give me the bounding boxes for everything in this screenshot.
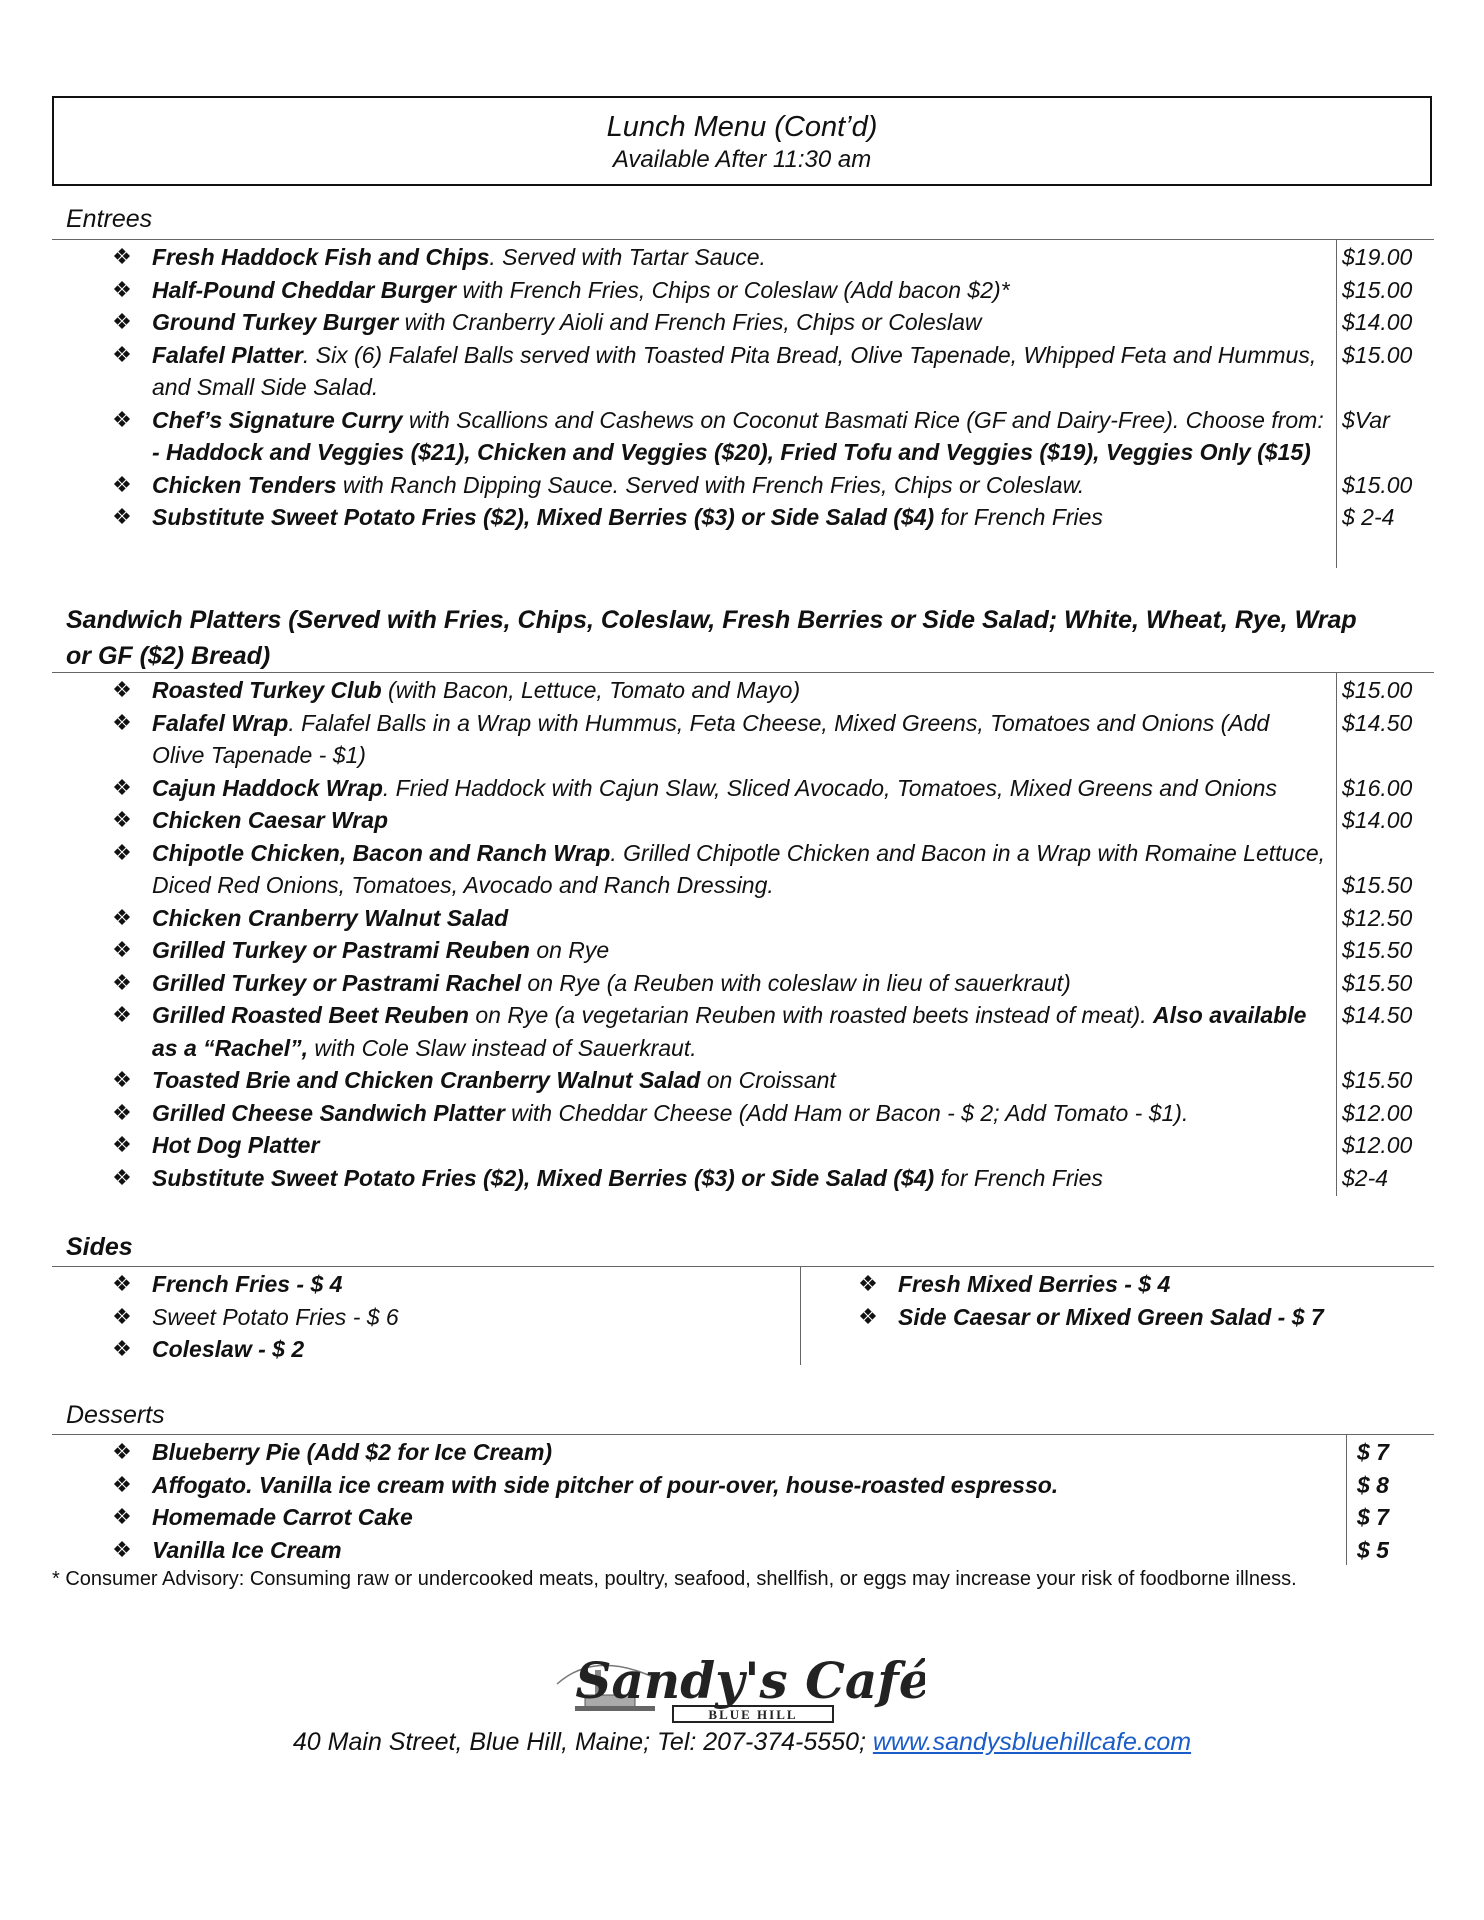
bullet-icon: ❖	[112, 1067, 132, 1092]
item-name: Substitute Sweet Potato Fries ($2), Mixed Berries ($3) or Side Salad ($4)	[152, 1164, 935, 1191]
bullet-icon: ❖	[112, 244, 132, 269]
address-text: 40 Main Street, Blue Hill, Maine; Tel: 207-374-5550;	[292, 1728, 873, 1756]
lighthouse-icon	[555, 1640, 925, 1730]
item-price: $15.50	[1342, 937, 1413, 963]
item-price: $14.00	[1342, 309, 1413, 335]
item-name: Fresh Haddock Fish and Chips	[152, 244, 490, 270]
page-subtitle: Available After 11:30 am	[612, 146, 872, 173]
page-title: Lunch Menu (Cont’d)	[606, 111, 878, 143]
bullet-icon: ❖	[112, 937, 132, 962]
item-name: Hot Dog Platter	[152, 1132, 320, 1158]
bullet-icon: ❖	[112, 1439, 132, 1464]
entrees-list	[52, 241, 1432, 534]
item-name: Chef’s Signature Curry	[152, 406, 403, 433]
item-desc: (with Bacon, Lettuce, Tomato and Mayo)	[381, 677, 801, 703]
sandwich-heading: Sandwich Platters (Served with Fries, Chips, Coleslaw, Fresh Berries or Side Salad; White, Wheat, Rye, Wrap or GF ($2) Bread)	[66, 606, 1357, 670]
bullet-icon: ❖	[112, 904, 132, 930]
list-item	[52, 1301, 792, 1334]
bullet-icon: ❖	[112, 276, 132, 302]
item-name: Roasted Turkey Club	[152, 677, 382, 703]
side-item: French Fries - $ 4	[152, 1271, 343, 1297]
item-price: $19.00	[1342, 244, 1413, 270]
list-item	[52, 902, 1432, 935]
item-price: $12.50	[1342, 904, 1413, 931]
website-link[interactable]: www.sandysbluehillcafe.com	[872, 1728, 1192, 1756]
consumer-advisory: * Consumer Advisory: Consuming raw or undercooked meats, poultry, seafood, shellfish, or eggs may increase your risk of foodborne illness.	[52, 1568, 1297, 1590]
item-price: $16.00	[1342, 774, 1413, 801]
item-name: Substitute Sweet Potato Fries ($2), Mixed Berries ($3) or Side Salad ($4)	[152, 504, 935, 530]
item-price: $15.50	[1342, 969, 1413, 996]
item-desc-2: with Cole Slaw instead of Sauerkraut.	[307, 1034, 697, 1061]
sides-right-column	[798, 1268, 1418, 1333]
desserts-list	[52, 1436, 1432, 1566]
item-price: $14.50	[1342, 709, 1413, 736]
item-desc: with Cranberry Aioli and French Fries, Chips or Coleslaw	[398, 309, 982, 335]
bullet-icon: ❖	[112, 677, 132, 702]
item-price: $15.50	[1342, 872, 1413, 898]
entrees-rule	[52, 239, 1434, 240]
item-name: Vanilla Ice Cream	[152, 1536, 342, 1563]
item-name: Chicken Tenders	[152, 471, 337, 498]
logo-script: Sandy's Café	[575, 1651, 925, 1710]
item-desc: . Six (6) Falafel Balls served with Toasted Pita Bread, Olive Tapenade, Whipped Feta and Hummus, and Small Side Salad.	[152, 341, 1317, 400]
item-desc: for French Fries	[934, 1164, 1103, 1191]
item-name: Chipotle Chicken, Bacon and Ranch Wrap	[152, 839, 611, 866]
item-name: Grilled Roasted Beet Reuben	[152, 1002, 469, 1028]
bullet-icon: ❖	[112, 1099, 132, 1125]
item-name: Homemade Carrot Cake	[152, 1504, 413, 1530]
item-desc: with Scallions and Cashews on Coconut Basmati Rice (GF and Dairy-Free). Choose from:	[402, 406, 1324, 433]
item-price: $2-4	[1342, 1164, 1389, 1191]
item-price: $14.00	[1342, 807, 1413, 833]
item-price: $ 2-4	[1342, 504, 1395, 530]
side-item: Fresh Mixed Berries - $ 4	[898, 1271, 1171, 1297]
list-item	[52, 1064, 1432, 1097]
list-item	[52, 469, 1432, 502]
item-price: $ 8	[1357, 1471, 1389, 1498]
item-desc: . Grilled Chipotle Chicken and Bacon in a Wrap with Romaine Lettuce, Diced Red Onions, Tomatoes, Avocado and Ranch Dressing.	[152, 839, 1326, 898]
bullet-icon: ❖	[858, 1303, 878, 1329]
sides-rule	[52, 1266, 1434, 1267]
item-name: Falafel Wrap	[152, 709, 289, 736]
desserts-heading: Desserts	[66, 1401, 165, 1429]
list-item	[798, 1301, 1418, 1334]
item-price: $ 5	[1357, 1536, 1389, 1563]
sides-heading: Sides	[66, 1233, 133, 1261]
item-name: Affogato. Vanilla ice cream with side pitcher of pour-over, house-roasted espresso.	[152, 1471, 1059, 1498]
list-item	[52, 1436, 1432, 1469]
item-desc: on Rye (a vegetarian Reuben with roasted beets instead of meat).	[468, 1002, 1153, 1028]
item-desc: . Fried Haddock with Cajun Slaw, Sliced Avocado, Tomatoes, Mixed Greens and Onions	[382, 774, 1277, 801]
side-item: Side Caesar or Mixed Green Salad - $ 7	[898, 1303, 1324, 1330]
list-item	[52, 1129, 1432, 1162]
list-item	[52, 967, 1432, 1000]
bullet-icon: ❖	[112, 1536, 132, 1562]
list-item	[52, 1162, 1432, 1195]
item-name: Grilled Turkey or Pastrami Reuben	[152, 937, 530, 963]
list-item	[52, 274, 1432, 307]
list-item	[52, 707, 1432, 772]
item-price: $15.00	[1342, 677, 1413, 703]
bullet-icon: ❖	[112, 807, 132, 832]
item-options: - Haddock and Veggies ($21), Chicken and Veggies ($20), Fried Tofu and Veggies ($19), Veggies Only ($15)	[152, 439, 1311, 465]
list-item	[52, 241, 1432, 274]
item-price: $14.50	[1342, 1002, 1413, 1028]
bullet-icon: ❖	[112, 774, 132, 800]
bullet-icon: ❖	[112, 504, 132, 529]
item-price: $15.00	[1342, 341, 1413, 368]
list-item	[52, 404, 1432, 469]
bullet-icon: ❖	[112, 1336, 132, 1361]
item-price: $15.50	[1342, 1067, 1413, 1093]
list-item	[798, 1268, 1418, 1301]
item-name: Ground Turkey Burger	[152, 309, 399, 335]
list-item	[52, 1469, 1432, 1502]
bullet-icon: ❖	[112, 1271, 132, 1296]
item-name: Toasted Brie and Chicken Cranberry Walnut Salad	[152, 1067, 701, 1093]
title-box	[52, 96, 1432, 186]
list-item	[52, 339, 1432, 404]
logo-subtext: BLUE HILL	[708, 1707, 798, 1722]
bullet-icon: ❖	[112, 969, 132, 995]
item-name: Chicken Cranberry Walnut Salad	[152, 904, 509, 931]
bullet-icon: ❖	[112, 1303, 132, 1329]
bullet-icon: ❖	[112, 406, 132, 432]
list-item	[52, 837, 1432, 902]
desserts-rule	[52, 1434, 1434, 1435]
item-desc: on Croissant	[700, 1067, 836, 1093]
bullet-icon: ❖	[112, 341, 132, 367]
list-item	[52, 934, 1432, 967]
list-item	[52, 1268, 792, 1301]
item-desc: with Cheddar Cheese (Add Ham or Bacon - $ 2; Add Tomato - $1).	[504, 1099, 1189, 1126]
entrees-heading: Entrees	[66, 205, 153, 233]
item-desc: for French Fries	[934, 504, 1103, 530]
bullet-icon: ❖	[112, 1504, 132, 1529]
item-desc: on Rye	[529, 937, 610, 963]
bullet-icon: ❖	[112, 1002, 132, 1027]
item-price: $ 7	[1357, 1504, 1389, 1530]
item-desc: with French Fries, Chips or Coleslaw (Add bacon $2)*	[456, 276, 1010, 303]
item-price: $Var	[1342, 406, 1390, 433]
item-name: Grilled Turkey or Pastrami Rachel	[152, 969, 522, 996]
item-name: Grilled Cheese Sandwich Platter	[152, 1099, 505, 1126]
bullet-icon: ❖	[112, 839, 132, 865]
item-name: Half-Pound Cheddar Burger	[152, 276, 457, 303]
list-item	[52, 306, 1432, 339]
item-price: $15.00	[1342, 276, 1413, 303]
list-item	[52, 772, 1432, 805]
item-name: Blueberry Pie (Add $2 for Ice Cream)	[152, 1439, 553, 1465]
footer-address	[0, 1724, 1484, 1760]
item-note: Also available as a “Rachel”,	[152, 1002, 1307, 1061]
list-item	[52, 1501, 1432, 1534]
item-desc: . Served with Tartar Sauce.	[489, 244, 766, 270]
list-item	[52, 1097, 1432, 1130]
list-item	[52, 674, 1432, 707]
bullet-icon: ❖	[112, 1132, 132, 1157]
item-price: $15.00	[1342, 471, 1413, 498]
item-price: $ 7	[1357, 1439, 1389, 1465]
bullet-icon: ❖	[112, 1164, 132, 1190]
item-name: Falafel Platter	[152, 341, 303, 368]
list-item	[52, 501, 1432, 534]
bullet-icon: ❖	[112, 471, 132, 497]
cafe-logo	[555, 1640, 925, 1730]
item-desc: with Ranch Dipping Sauce. Served with French Fries, Chips or Coleslaw.	[336, 471, 1085, 498]
list-item	[52, 804, 1432, 837]
sides-left-column	[52, 1268, 792, 1366]
list-item	[52, 1534, 1432, 1567]
list-item	[52, 999, 1432, 1064]
sandwich-list	[52, 674, 1432, 1194]
item-name: Chicken Caesar Wrap	[152, 807, 389, 833]
sandwich-rule	[52, 672, 1434, 673]
side-item: Sweet Potato Fries - $ 6	[152, 1303, 399, 1330]
item-name: Cajun Haddock Wrap	[152, 774, 383, 801]
item-desc: on Rye (a Reuben with coleslaw in lieu of sauerkraut)	[521, 969, 1071, 996]
item-price: $12.00	[1342, 1132, 1413, 1158]
item-price: $12.00	[1342, 1099, 1413, 1126]
item-desc: . Falafel Balls in a Wrap with Hummus, Feta Cheese, Mixed Greens, Tomatoes and Onions (Add Olive Tapenade - $1)	[152, 709, 1270, 768]
bullet-icon: ❖	[112, 309, 132, 334]
side-item: Coleslaw - $ 2	[152, 1336, 305, 1362]
bullet-icon: ❖	[112, 709, 132, 735]
bullet-icon: ❖	[112, 1471, 132, 1497]
list-item	[52, 1333, 792, 1366]
bullet-icon: ❖	[858, 1271, 878, 1296]
